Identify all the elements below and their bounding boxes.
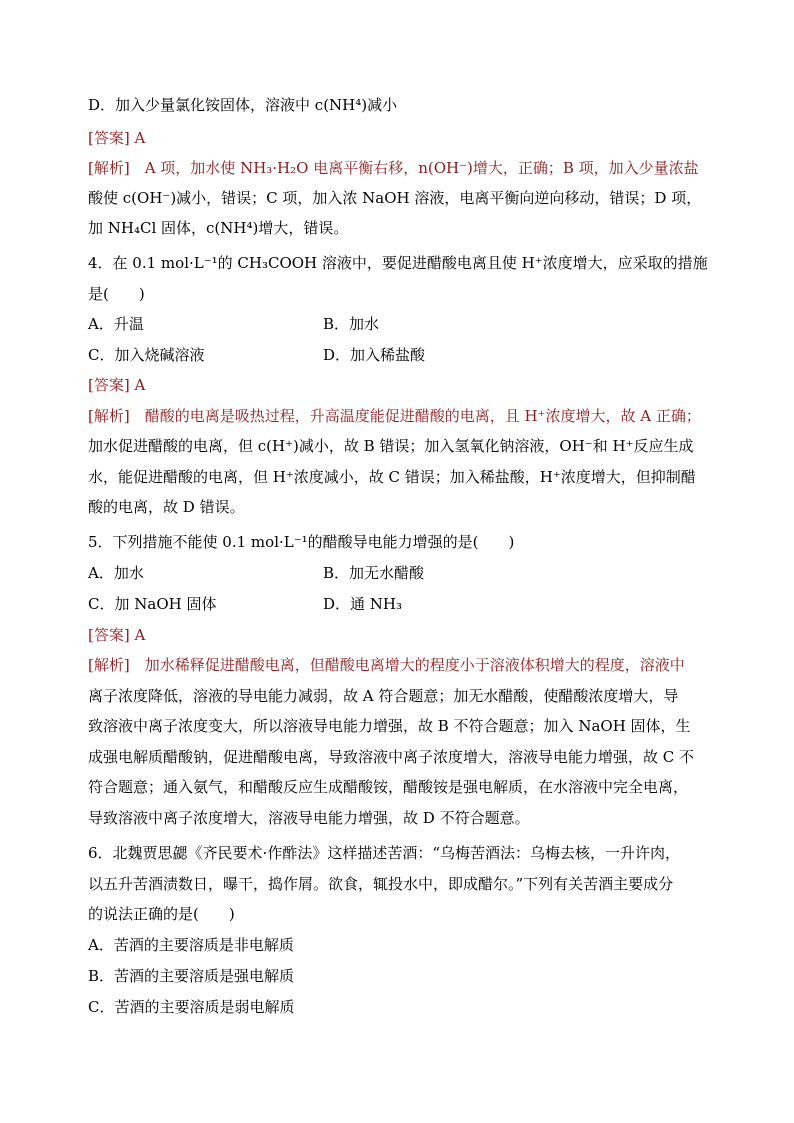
q5-option-c: C．加 NaOH 固体 — [88, 595, 217, 613]
q5-analysis-line: 导致溶液中离子浓度增大，溶液导电能力增强，故 D 不符合题意。 — [88, 809, 530, 827]
q6-stem-line: 6．北魏贾思勰《齐民要术·作酢法》这样描述苦酒：“乌梅苦酒法：乌梅去核，一升许肉， — [88, 844, 680, 862]
q4-analysis-line: 加水促进醋酸的电离，但 c(H⁺)减小，故 B 错误；加入氢氧化钠溶液，OH⁻和 H⁺反应生成 — [88, 437, 694, 455]
q4-option-b: B．加水 — [323, 315, 380, 333]
q6-stem-line: 以五升苦酒渍数日，曝干，捣作屑。欲食，辄投水中，即成醋尔。”下列有关苦酒主要成分 — [88, 875, 674, 893]
q3-option-d: D．加入少量氯化铵固体，溶液中 c(NH⁴)减小 — [88, 96, 398, 114]
q4-analysis-line: [解析] 醋酸的电离是吸热过程，升高温度能促进醋酸的电离，且 H⁺浓度增大，故 A 正确； — [88, 407, 701, 425]
q4-analysis-line: 酸的电离，故 D 错误。 — [88, 498, 245, 516]
q6-option-a: A．苦酒的主要溶质是非电解质 — [88, 936, 294, 954]
q5-answer: [答案] A — [88, 626, 146, 644]
q5-option-b: B．加无水醋酸 — [323, 564, 425, 582]
q5-option-a: A．加水 — [88, 564, 144, 582]
q3-answer: [答案] A — [88, 129, 146, 147]
q4-options-row — [88, 312, 738, 336]
q4-analysis-line: 水，能促进醋酸的电离，但 H⁺浓度减小，故 C 错误；加入稀盐酸，H⁺浓度增大，但抑制醋 — [88, 468, 696, 486]
q6-option-c: C．苦酒的主要溶质是弱电解质 — [88, 998, 295, 1016]
q4-option-c: C．加入烧碱溶液 — [88, 346, 205, 364]
q4-stem-line: 4．在 0.1 mol·L⁻¹的 CH₃COOH 溶液中，要促进醋酸电离且使 H⁺浓度增大，应采取的措施 — [88, 254, 708, 272]
q4-answer: [答案] A — [88, 376, 146, 394]
q5-stem-line: 5．下列措施不能使 0.1 mol·L⁻¹的醋酸导电能力增强的是( ) — [88, 533, 515, 551]
q5-options-row — [88, 592, 738, 616]
q5-analysis-line: [解析] 加水稀释促进醋酸电离，但醋酸电离增大的程度小于溶液体积增大的程度，溶液中 — [88, 656, 685, 674]
q5-analysis-line: 致溶液中离子浓度变大，所以溶液导电能力增强，故 B 不符合题意；加入 NaOH 固体，生 — [88, 717, 691, 735]
q6-option-b: B．苦酒的主要溶质是强电解质 — [88, 967, 295, 985]
q4-options-row — [88, 343, 738, 367]
q5-analysis-line: 离子浓度降低，溶液的导电能力减弱，故 A 符合题意；加无水醋酸，使醋酸浓度增大，导 — [88, 687, 679, 705]
q3-analysis-line: [解析] A 项，加水使 NH₃·H₂O 电离平衡右移，n(OH⁻)增大，正确；B 项，加入少量浓盐 — [88, 159, 699, 177]
q6-stem-line: 的说法正确的是( ) — [88, 905, 235, 923]
q4-option-a: A．升温 — [88, 315, 144, 333]
q4-stem-line: 是( ) — [88, 285, 145, 303]
q4-option-d: D．加入稀盐酸 — [323, 346, 426, 364]
q5-option-d: D．通 NH₃ — [323, 595, 403, 613]
q5-analysis-line: 成强电解质醋酸钠，促进醋酸电离，导致溶液中离子浓度增大，溶液导电能力增强，故 C 不 — [88, 748, 695, 766]
q5-analysis-line: 符合题意；通入氨气，和醋酸反应生成醋酸铵，醋酸铵是强电解质，在水溶液中完全电离， — [88, 778, 689, 796]
q3-analysis-line: 加 NH₄Cl 固体，c(NH⁴)增大，错误。 — [88, 219, 349, 237]
q3-analysis-line: 酸使 c(OH⁻)减小，错误；C 项，加入浓 NaOH 溶液，电离平衡向逆向移动，错误；D 项， — [88, 189, 702, 207]
q5-options-row — [88, 561, 738, 585]
